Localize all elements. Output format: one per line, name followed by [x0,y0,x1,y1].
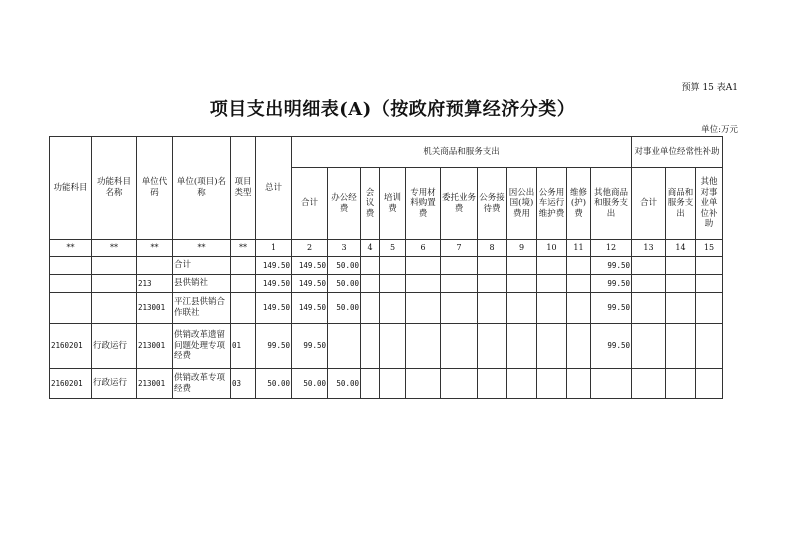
cell-meeting [361,275,380,293]
index-cell: ** [92,240,137,257]
cell-unit-name: 供销改革专项经费 [173,369,231,399]
unit-label: 单位:万元 [701,125,738,135]
table-row [50,369,723,399]
cell-goods-subtotal: 50.00 [292,369,328,399]
cell-training [380,257,406,275]
cell-materials [406,324,441,369]
cell-other-goods: 99.50 [591,275,632,293]
cell-commission [441,293,478,324]
cell-reception [478,324,507,369]
header-overseas: 因公出国(境)费用 [507,168,537,240]
index-cell: 2 [292,240,328,257]
cell-materials [406,293,441,324]
cell-subsidy-goods [666,324,696,369]
cell-meeting [361,369,380,399]
cell-office: 50.00 [328,275,361,293]
cell-meeting [361,324,380,369]
header-goods-subtotal: 合计 [292,168,328,240]
index-row [50,240,723,257]
cell-maintenance [567,369,591,399]
cell-goods-subtotal: 149.50 [292,293,328,324]
cell-total: 149.50 [256,275,292,293]
cell-subsidy-other [696,324,723,369]
cell-func-code [50,257,92,275]
cell-vehicle [537,275,567,293]
cell-subsidy-goods [666,257,696,275]
cell-goods-subtotal: 149.50 [292,275,328,293]
cell-unit-name: 供销改革遗留问题处理专项经费 [173,324,231,369]
cell-maintenance [567,275,591,293]
header-unit-name: 单位(项目)名称 [173,137,231,240]
header-materials: 专用材料购置费 [406,168,441,240]
cell-office [328,324,361,369]
cell-training [380,293,406,324]
cell-office: 50.00 [328,369,361,399]
cell-unit-code [137,257,173,275]
header-subsidy-goods: 商品和服务支出 [666,168,696,240]
cell-other-goods: 99.50 [591,257,632,275]
header-other-goods: 其他商品和服务支出 [591,168,632,240]
cell-total: 149.50 [256,293,292,324]
cell-func-name: 行政运行 [92,369,137,399]
cell-other-goods: 99.50 [591,293,632,324]
cell-func-name: 行政运行 [92,324,137,369]
cell-func-name [92,257,137,275]
index-cell: ** [137,240,173,257]
table-row [50,324,723,369]
header-training: 培训费 [380,168,406,240]
cell-func-code [50,293,92,324]
cell-subsidy-other [696,369,723,399]
header-office: 办公经费 [328,168,361,240]
cell-overseas [507,324,537,369]
table-row [50,293,723,324]
header-meeting: 会议费 [361,168,380,240]
cell-commission [441,275,478,293]
index-cell: 14 [666,240,696,257]
table-row [50,257,723,275]
cell-goods-subtotal: 149.50 [292,257,328,275]
cell-vehicle [537,369,567,399]
cell-func-name [92,275,137,293]
cell-reception [478,369,507,399]
cell-unit-name: 平江县供销合作联社 [173,293,231,324]
cell-commission [441,369,478,399]
cell-overseas [507,257,537,275]
cell-office: 50.00 [328,257,361,275]
cell-total: 50.00 [256,369,292,399]
header-subsidy-other: 其他对事业单位补助 [696,168,723,240]
header-func-name: 功能科目名称 [92,137,137,240]
cell-subsidy-goods [666,293,696,324]
cell-other-goods [591,369,632,399]
cell-overseas [507,369,537,399]
cell-commission [441,324,478,369]
cell-subsidy-other [696,293,723,324]
expenditure-table [49,136,723,399]
cell-goods-subtotal: 99.50 [292,324,328,369]
cell-unit-code: 213001 [137,369,173,399]
cell-materials [406,369,441,399]
header-proj-type: 项目类型 [231,137,256,240]
header-total: 总计 [256,137,292,240]
index-cell: 13 [632,240,666,257]
page-title: 项目支出明细表(A)（按政府预算经济分类） [209,99,576,120]
cell-vehicle [537,257,567,275]
header-subsidy-subtotal: 合计 [632,168,666,240]
header-group-goods: 机关商品和服务支出 [292,137,632,168]
cell-subsidy-goods [666,369,696,399]
header-vehicle: 公务用车运行维护费 [537,168,567,240]
index-cell: 3 [328,240,361,257]
cell-maintenance [567,324,591,369]
cell-proj-type: 03 [231,369,256,399]
cell-subsidy-other [696,257,723,275]
cell-subsidy-subtotal [632,324,666,369]
cell-reception [478,293,507,324]
cell-func-code: 2160201 [50,324,92,369]
cell-total: 99.50 [256,324,292,369]
cell-proj-type [231,257,256,275]
index-cell: 1 [256,240,292,257]
form-number: 预算 15 表A1 [681,83,738,93]
header-unit-code: 单位代码 [137,137,173,240]
cell-overseas [507,293,537,324]
cell-office: 50.00 [328,293,361,324]
header-reception: 公务接待费 [478,168,507,240]
cell-training [380,324,406,369]
index-cell: ** [231,240,256,257]
cell-func-code [50,275,92,293]
cell-subsidy-subtotal [632,257,666,275]
cell-vehicle [537,293,567,324]
index-cell: 8 [478,240,507,257]
cell-unit-code: 213 [137,275,173,293]
index-cell: 10 [537,240,567,257]
header-func-code: 功能科目 [50,137,92,240]
cell-training [380,275,406,293]
cell-total: 149.50 [256,257,292,275]
cell-meeting [361,293,380,324]
header-group-subsidy: 对事业单位经常性补助 [632,137,723,168]
header-commission: 委托业务费 [441,168,478,240]
cell-other-goods: 99.50 [591,324,632,369]
index-cell: 12 [591,240,632,257]
cell-materials [406,275,441,293]
cell-overseas [507,275,537,293]
cell-subsidy-goods [666,275,696,293]
cell-maintenance [567,257,591,275]
index-cell: 5 [380,240,406,257]
index-cell: 15 [696,240,723,257]
cell-training [380,369,406,399]
index-cell: ** [173,240,231,257]
cell-func-code: 2160201 [50,369,92,399]
cell-subsidy-subtotal [632,275,666,293]
index-cell: 6 [406,240,441,257]
cell-func-name [92,293,137,324]
cell-vehicle [537,324,567,369]
index-cell: 7 [441,240,478,257]
cell-reception [478,275,507,293]
cell-proj-type: 01 [231,324,256,369]
cell-commission [441,257,478,275]
index-cell: 4 [361,240,380,257]
index-cell: 11 [567,240,591,257]
cell-subsidy-other [696,275,723,293]
cell-materials [406,257,441,275]
header-row-1 [50,137,723,168]
cell-subsidy-subtotal [632,369,666,399]
index-cell: 9 [507,240,537,257]
cell-proj-type [231,293,256,324]
cell-meeting [361,257,380,275]
cell-unit-code: 213001 [137,324,173,369]
cell-subsidy-subtotal [632,293,666,324]
cell-proj-type [231,275,256,293]
cell-maintenance [567,293,591,324]
cell-reception [478,257,507,275]
index-cell: ** [50,240,92,257]
table-row [50,275,723,293]
cell-unit-name: 县供销社 [173,275,231,293]
cell-unit-code: 213001 [137,293,173,324]
header-maintenance: 维修(护)费 [567,168,591,240]
cell-unit-name: 合计 [173,257,231,275]
